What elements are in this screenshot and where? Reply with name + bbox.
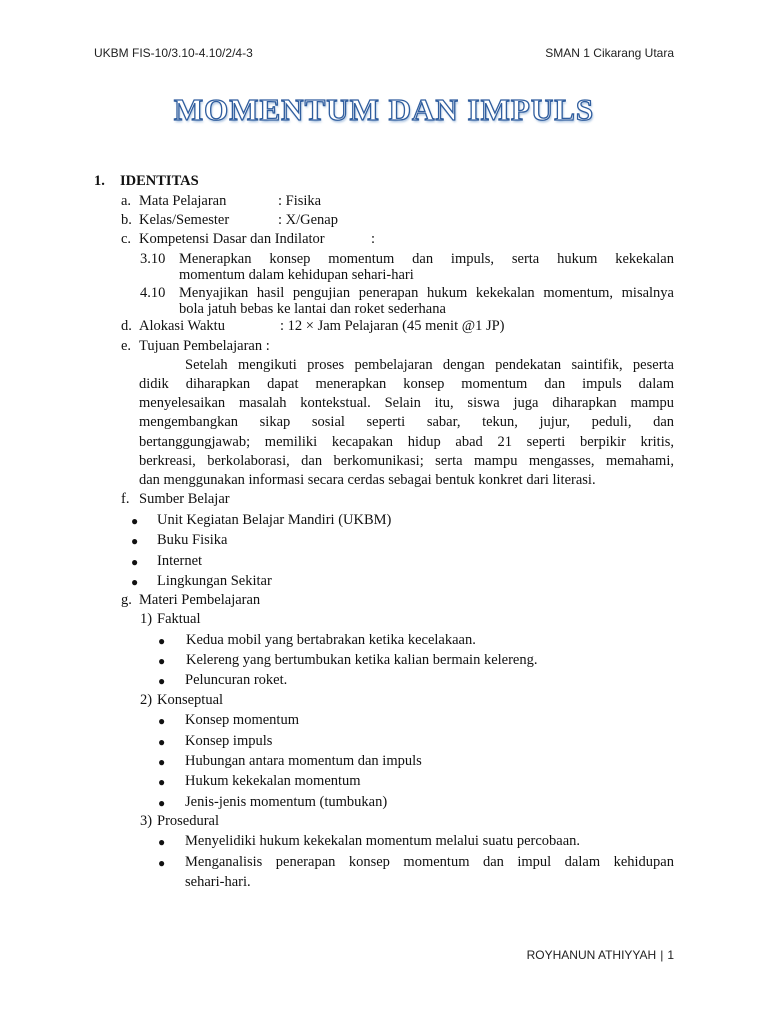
tujuan-paragraph-line: didik diharapkan dapat menerapkan konsep momentum dan impuls dalam xyxy=(139,376,674,392)
bullet-icon: ● xyxy=(158,674,166,688)
tujuan-paragraph-line: bertanggungjawab; memiliki kecapakan hidup abad 21 seperti berpikir kritis, xyxy=(139,434,674,450)
tujuan-paragraph-line: menyelesaikan masalah kontekstual. Selain itu, siswa juga diharapkan mampu xyxy=(139,395,674,411)
faktual-item: Kelereng yang bertumbukan ketika kalian bermain kelereng. xyxy=(186,652,538,668)
sumber-belajar-item: Internet xyxy=(157,553,203,569)
bullet-icon: ● xyxy=(158,796,166,810)
sumber-belajar-item: Unit Kegiatan Belajar Mandiri (UKBM) xyxy=(157,512,392,528)
page-title: MOMENTUM DAN IMPULS xyxy=(173,92,595,127)
kd-description: bola jatuh bebas ke lantai dan roket sederhana xyxy=(179,301,446,317)
konseptual-marker: 2) xyxy=(140,692,153,708)
bullet-icon: ● xyxy=(158,775,166,789)
faktual-marker: 1) xyxy=(140,611,153,627)
kompetensi-dasar-colon: : xyxy=(371,231,376,247)
tujuan-paragraph-line: Setelah mengikuti proses pembelajaran dengan pendekatan saintifik, peserta xyxy=(185,357,674,373)
sumber-belajar-item: Buku Fisika xyxy=(157,532,228,548)
footer xyxy=(527,948,674,962)
bullet-icon: ● xyxy=(158,755,166,769)
faktual-label: Faktual xyxy=(157,611,201,627)
kd-code: 4.10 xyxy=(140,285,166,301)
mata-pelajaran-label: Mata Pelajaran xyxy=(139,193,227,209)
sumber-belajar-label: Sumber Belajar xyxy=(139,491,230,507)
prosedural-label: Prosedural xyxy=(157,813,220,829)
section-number: 1. xyxy=(94,173,105,189)
prosedural-item: Menyelidiki hukum kekekalan momentum melalui suatu percobaan. xyxy=(185,833,581,849)
faktual-item: Peluncuran roket. xyxy=(185,672,288,688)
bullet-icon: ● xyxy=(158,714,166,728)
item-d-marker: d. xyxy=(121,318,132,334)
kompetensi-dasar-label: Kompetensi Dasar dan Indilator xyxy=(139,231,325,247)
bullet-icon: ● xyxy=(158,634,166,648)
kd-description: momentum dalam kehidupan sehari-hari xyxy=(179,267,414,283)
kd-description: Menyajikan hasil pengujian penerapan hukum kekekalan momentum, misalnya xyxy=(179,285,674,301)
bullet-icon: ● xyxy=(131,534,139,548)
tujuan-paragraph-line: dan menggunakan informasi secara cerdas sebagai bentuk konkret dari literasi. xyxy=(139,472,596,488)
item-b-marker: b. xyxy=(121,212,132,228)
prosedural-item: Menganalisis penerapan konsep momentum dan impul dalam kehidupan xyxy=(185,854,674,870)
mata-pelajaran-value: : Fisika xyxy=(278,193,322,209)
item-c-marker: c. xyxy=(121,231,132,247)
tujuan-pembelajaran-label: Tujuan Pembelajaran : xyxy=(139,338,270,354)
prosedural-marker: 3) xyxy=(140,813,153,829)
header-right-school: SMAN 1 Cikarang Utara xyxy=(545,46,674,60)
materi-pembelajaran-label: Materi Pembelajaran xyxy=(139,592,261,608)
konseptual-item: Konsep momentum xyxy=(185,712,299,728)
bullet-icon: ● xyxy=(131,555,139,569)
sumber-belajar-item: Lingkungan Sekitar xyxy=(157,573,272,589)
bullet-icon: ● xyxy=(158,735,166,749)
bullet-icon: ● xyxy=(158,654,166,668)
item-a-marker: a. xyxy=(121,193,132,209)
tujuan-paragraph-line: berkreasi, berkolaborasi, dan berkomunikasi; serta mampu mengasses, memahami, xyxy=(139,453,674,469)
section-heading: IDENTITAS xyxy=(120,173,199,189)
bullet-icon: ● xyxy=(158,835,166,849)
footer-author: ROYHANUN ATHIYYAH xyxy=(526,948,657,962)
konseptual-item: Konsep impuls xyxy=(185,733,273,749)
bullet-icon: ● xyxy=(131,575,139,589)
bullet-icon: ● xyxy=(131,514,139,528)
item-f-marker: f. xyxy=(121,491,130,507)
footer-separator: | xyxy=(660,948,664,962)
kelas-semester-value: : X/Genap xyxy=(278,212,338,228)
alokasi-waktu-label: Alokasi Waktu xyxy=(139,318,225,334)
konseptual-item: Hukum kekekalan momentum xyxy=(185,773,361,789)
bullet-icon: ● xyxy=(158,856,166,870)
footer-page-number: 1 xyxy=(667,948,674,962)
konseptual-item: Hubungan antara momentum dan impuls xyxy=(185,753,422,769)
konseptual-item: Jenis-jenis momentum (tumbukan) xyxy=(185,794,388,810)
prosedural-item: sehari-hari. xyxy=(185,874,251,890)
kd-code: 3.10 xyxy=(140,251,166,267)
item-e-marker: e. xyxy=(121,338,132,354)
faktual-item: Kedua mobil yang bertabrakan ketika kecelakaan. xyxy=(186,632,476,648)
kd-description: Menerapkan konsep momentum dan impuls, serta hukum kekekalan xyxy=(179,251,674,267)
alokasi-waktu-value: : 12 × Jam Pelajaran (45 menit @1 JP) xyxy=(280,318,505,334)
header-left-code: UKBM FIS-10/3.10-4.10/2/4-3 xyxy=(94,46,253,60)
item-g-marker: g. xyxy=(121,592,132,608)
konseptual-label: Konseptual xyxy=(157,692,224,708)
kelas-semester-label: Kelas/Semester xyxy=(139,212,230,228)
tujuan-paragraph-line: mengembangkan sikap sosial seperti sabar, tekun, jujur, peduli, dan xyxy=(139,414,674,430)
